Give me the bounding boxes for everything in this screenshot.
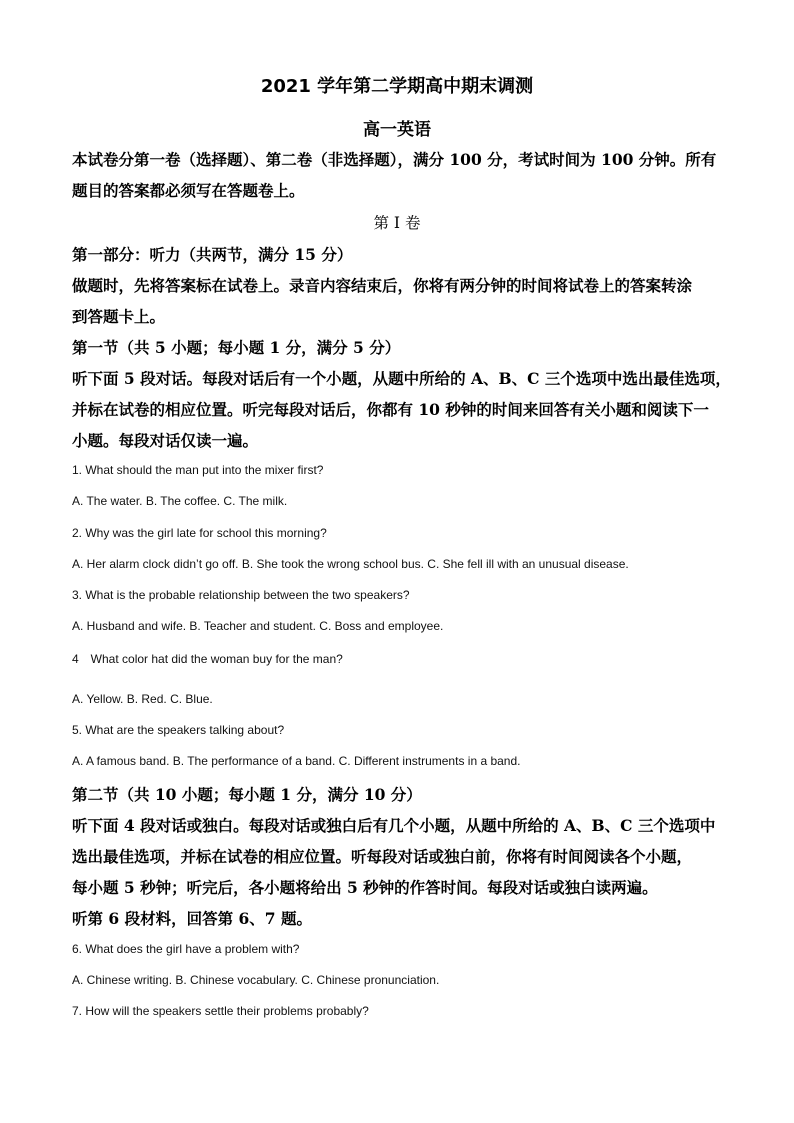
intro-line-1: 本试卷分第一卷（选择题）、第二卷（非选择题），满分 100 分，考试时间为 100 分钟。所有 xyxy=(72,150,717,169)
section1-instruction-2: 并标在试卷的相应位置。听完每段对话后，你都有 10 秒钟的时间来回答有关小题和阅读下一 xyxy=(72,400,709,419)
part1-heading: 第一部分：听力（共两节，满分 15 分） xyxy=(72,245,353,264)
intro-line-2: 题目的答案都必须写在答题卷上。 xyxy=(72,181,305,200)
volume-label: 第 I 卷 xyxy=(373,214,421,232)
section1-instruction-1: 听下面 5 段对话。每段对话后有一个小题，从题中所给的 A、B、C 三个选项中选出最佳选项， xyxy=(72,369,731,388)
question-2-options: A. Her alarm clock didn’t go off. B. She took the wrong school bus. C. She fell ill with an unusual disease. xyxy=(72,557,629,571)
page-title: 2021 学年第二学期高中期末调测 xyxy=(260,76,534,97)
section2-material-label: 听第 6 段材料，回答第 6、7 题。 xyxy=(72,909,312,928)
question-6: 6. What does the girl have a problem with? xyxy=(72,942,300,956)
section2-instruction-3: 每小题 5 秒钟；听完后，各小题将给出 5 秒钟的作答时间。每段对话或独白读两遍。 xyxy=(72,878,658,897)
question-4: 4 What color hat did the woman buy for the man? xyxy=(72,652,343,666)
section1-instruction-3: 小题。每段对话仅读一遍。 xyxy=(72,431,259,450)
question-1: 1. What should the man put into the mixer first? xyxy=(72,463,324,477)
question-4-options: A. Yellow. B. Red. C. Blue. xyxy=(72,692,213,706)
question-1-options: A. The water. B. The coffee. C. The milk. xyxy=(72,494,288,508)
part1-instruction-1: 做题时，先将答案标在试卷上。录音内容结束后，你将有两分钟的时间将试卷上的答案转涂 xyxy=(72,276,693,295)
section2-instruction-2: 选出最佳选项，并标在试卷的相应位置。听每段对话或独白前，你将有时间阅读各个小题， xyxy=(72,847,693,866)
question-3-options: A. Husband and wife. B. Teacher and student. C. Boss and employee. xyxy=(72,619,444,633)
question-6-options: A. Chinese writing. B. Chinese vocabulary. C. Chinese pronunciation. xyxy=(72,973,440,987)
question-7: 7. How will the speakers settle their problems probably? xyxy=(72,1004,369,1018)
page-subtitle: 高一英语 xyxy=(363,120,431,140)
section2-instruction-1: 听下面 4 段对话或独白。每段对话或独白后有几个小题，从题中所给的 A、B、C 三个选项中 xyxy=(72,816,716,835)
section2-heading: 第二节（共 10 小题；每小题 1 分，满分 10 分） xyxy=(72,785,422,804)
question-5-options: A. A famous band. B. The performance of a band. C. Different instruments in a band. xyxy=(72,754,521,768)
part1-instruction-2: 到答题卡上。 xyxy=(72,307,166,326)
question-5: 5. What are the speakers talking about? xyxy=(72,723,285,737)
question-3: 3. What is the probable relationship between the two speakers? xyxy=(72,588,410,602)
section1-heading: 第一节（共 5 小题；每小题 1 分，满分 5 分） xyxy=(72,338,401,357)
question-2: 2. Why was the girl late for school this morning? xyxy=(72,526,327,540)
